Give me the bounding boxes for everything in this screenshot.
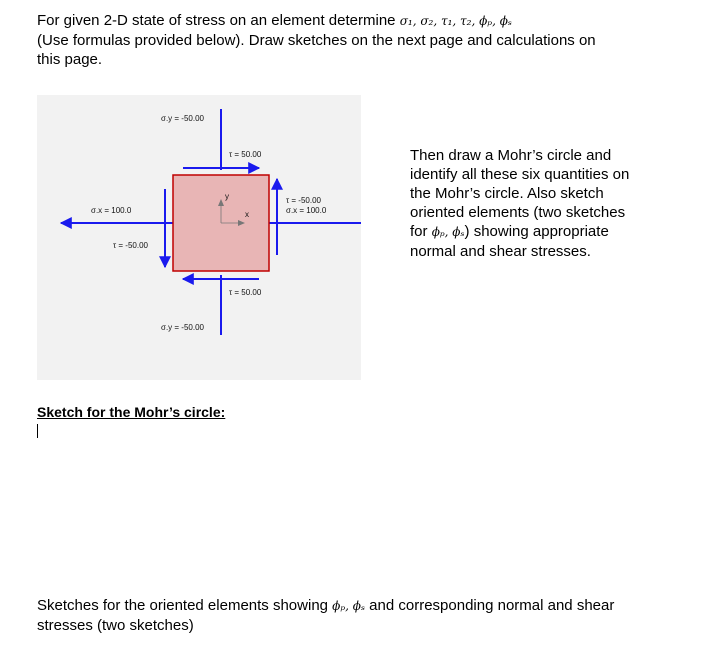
mohr-circle-heading: Sketch for the Mohr’s circle: xyxy=(37,404,226,420)
intro-line-2: (Use formulas provided below). Draw sketches on the next page and calculations on xyxy=(37,32,596,49)
intro-line-1: For given 2-D state of stress on an element determine σ₁, σ₂, τ₁, τ₂, ϕₚ, ϕₛ xyxy=(37,12,512,29)
sigma-y-top-label: σ.y = -50.00 xyxy=(161,114,204,123)
tau-top-label: τ = 50.00 xyxy=(229,150,262,159)
intro-paragraph xyxy=(37,11,677,69)
axis-y-label: y xyxy=(225,192,229,201)
sigma-y-bottom-label: σ.y = -50.00 xyxy=(161,323,204,332)
side-instructions: Then draw a Mohr’s circle and identify all these six quantities on the Mohr’s circle. Also sketch oriented elements (two sketches for ϕₚ, ϕₛ) showing appropriate normal and shear stresses. xyxy=(410,147,630,260)
sigma-x-left-label: σ.x = 100.0 xyxy=(91,206,132,215)
stress-element-figure xyxy=(37,95,361,380)
tau-left-label: τ = -50.00 xyxy=(113,241,148,250)
tau-bottom-label: τ = 50.00 xyxy=(229,288,262,297)
stress-symbols: σ₁, σ₂, τ₁, τ₂, ϕₚ, ϕₛ xyxy=(399,14,512,28)
bottom-instructions: Sketches for the oriented elements showing ϕₚ, ϕₛ and corresponding normal and shear stresses (two sketches) xyxy=(37,597,615,634)
axis-x-label: x xyxy=(245,210,249,219)
sigma-x-right-label: σ.x = 100.0 xyxy=(286,206,327,215)
stress-diagram xyxy=(37,95,361,380)
tau-right-label: τ = -50.00 xyxy=(286,196,321,205)
text-cursor xyxy=(37,424,38,438)
intro-line-3: this page. xyxy=(37,51,103,68)
